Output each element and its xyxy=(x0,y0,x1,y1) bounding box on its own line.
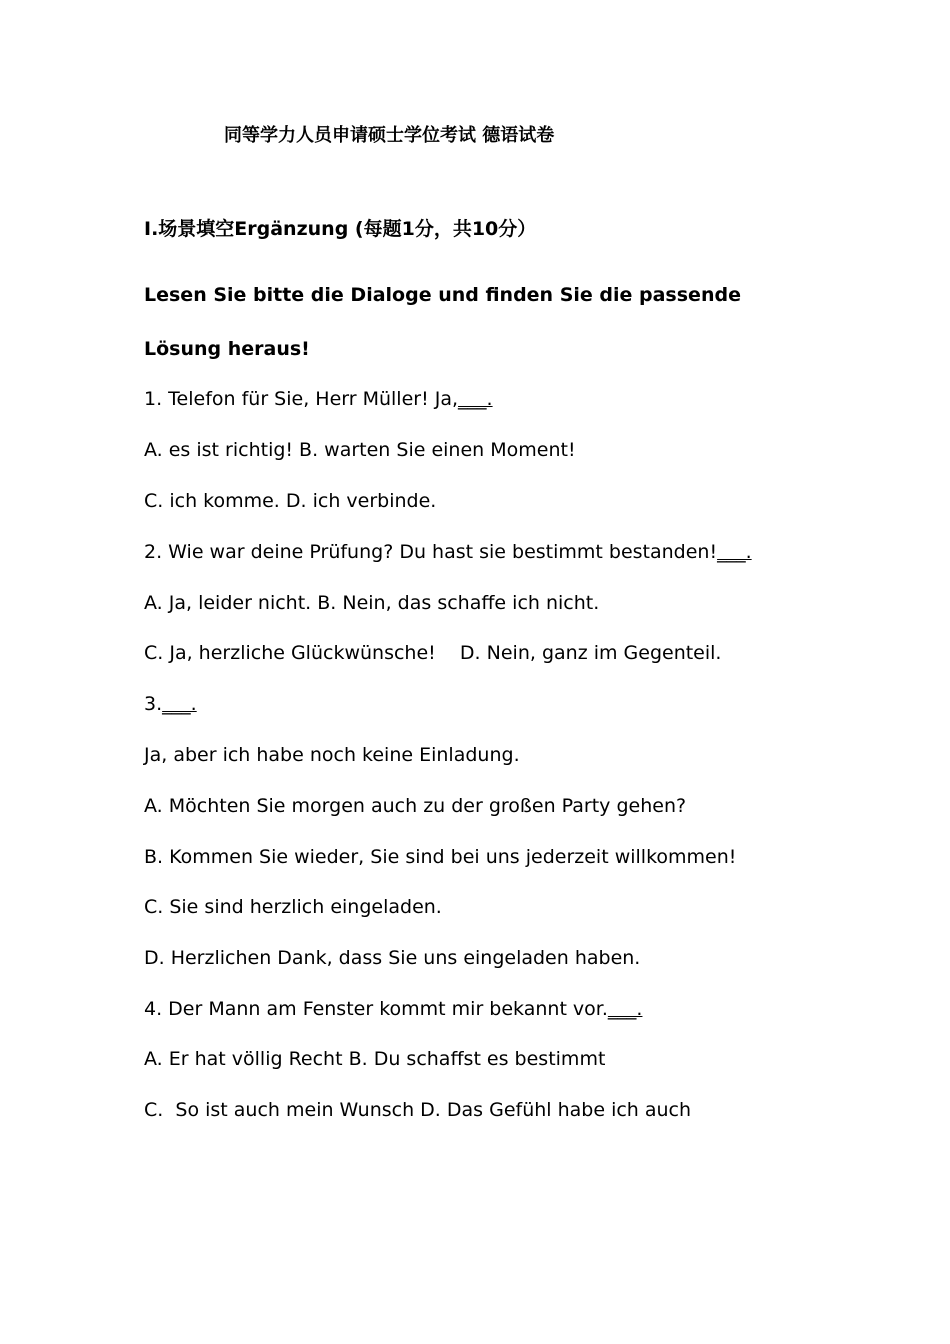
instruction-line-1: Lesen Sie bitte die Dialoge und finden Sie die passende xyxy=(144,284,741,306)
question-1-options-ab: A. es ist richtig! B. warten Sie einen Moment! xyxy=(144,439,576,461)
question-1-stem: 1. Telefon für Sie, Herr Müller! Ja, xyxy=(144,388,459,410)
question-4-blank: ___. xyxy=(607,998,643,1020)
question-2-options-ab: A. Ja, leider nicht. B. Nein, das schaffe ich nicht. xyxy=(144,592,600,614)
question-4 xyxy=(144,997,642,1021)
question-2 xyxy=(144,540,752,564)
question-2-blank: ___. xyxy=(717,541,752,563)
question-3-option-b: B. Kommen Sie wieder, Sie sind bei uns jederzeit willkommen! xyxy=(144,846,737,868)
question-4-stem: 4. Der Mann am Fenster kommt mir bekannt vor. xyxy=(144,998,608,1020)
question-4-options-ab: A. Er hat völlig Recht B. Du schaffst es bestimmt xyxy=(144,1048,606,1070)
question-4-options-cd: C. So ist auch mein Wunsch D. Das Gefühl habe ich auch xyxy=(144,1099,692,1121)
section-heading: Ⅰ.场景填空Ergänzung (每题1分，共10分） xyxy=(144,218,537,240)
question-2-options-cd: C. Ja, herzliche Glückwünsche! D. Nein, ganz im Gegenteil. xyxy=(144,642,722,664)
question-3-blank: ___. xyxy=(162,693,197,715)
question-3-stem: 3. xyxy=(144,693,163,715)
question-3-option-a: A. Möchten Sie morgen auch zu der großen Party gehen? xyxy=(144,795,687,817)
exam-title: 同等学力人员申请硕士学位考试 德语试卷 xyxy=(224,125,555,146)
question-2-stem: 2. Wie war deine Prüfung? Du hast sie bestimmt bestanden! xyxy=(144,541,718,563)
question-3-option-c: C. Sie sind herzlich eingeladen. xyxy=(144,896,442,918)
question-1 xyxy=(144,387,493,411)
instruction-line-2: Lösung heraus! xyxy=(144,338,310,360)
question-3-followup: Ja, aber ich habe noch keine Einladung. xyxy=(144,744,520,766)
question-3-option-d: D. Herzlichen Dank, dass Sie uns eingeladen haben. xyxy=(144,947,641,969)
question-1-options-cd: C. ich komme. D. ich verbinde. xyxy=(144,490,437,512)
question-3 xyxy=(144,692,197,716)
question-1-blank: ___. xyxy=(458,388,493,410)
